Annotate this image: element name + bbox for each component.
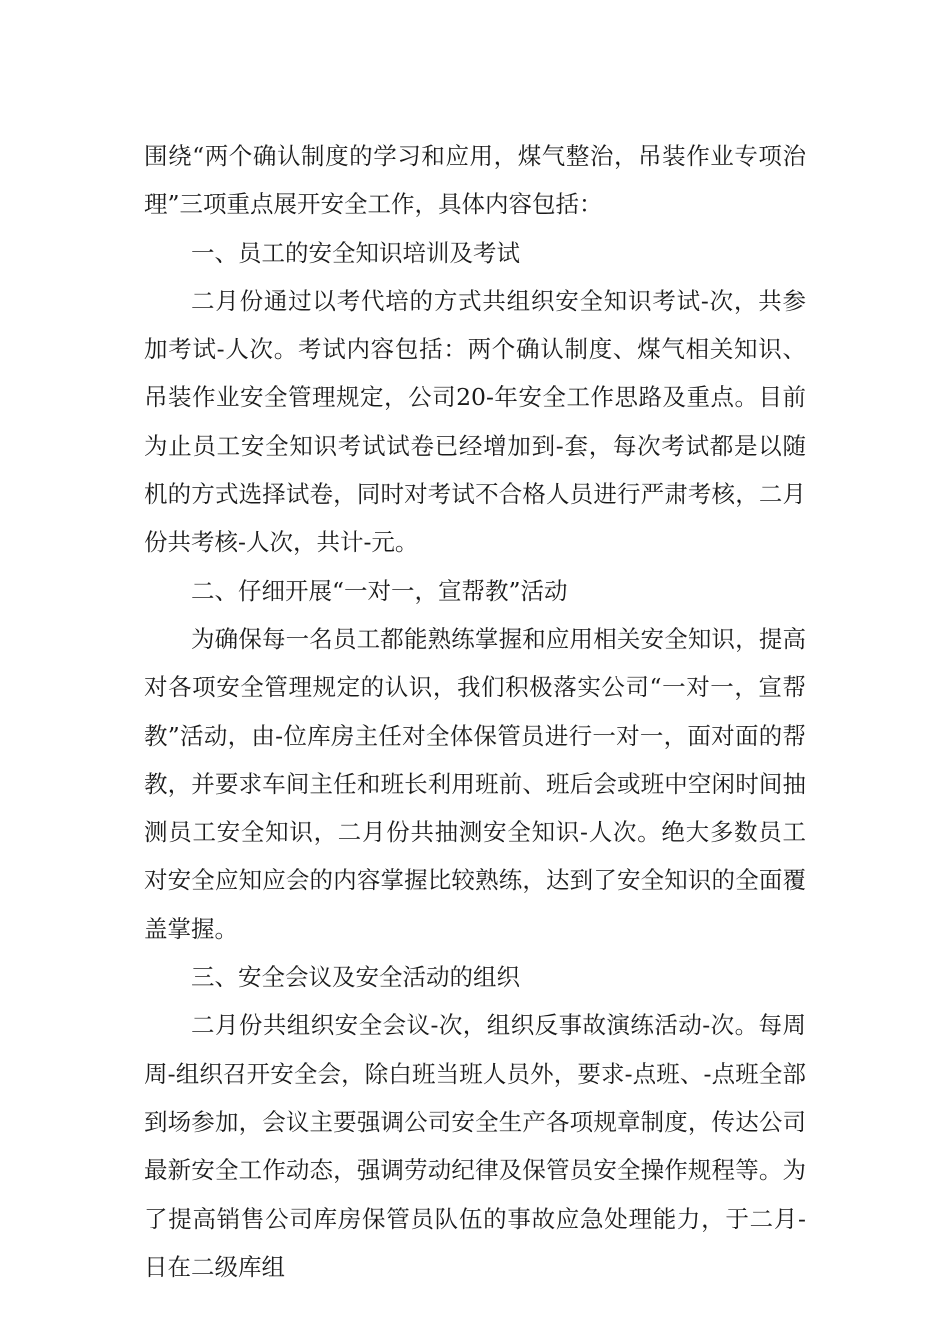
section-heading-2: 二、仔细开展“一对一，宣帮教”活动 <box>191 576 568 605</box>
document-body <box>144 132 806 1291</box>
section-paragraph-3: 二月份共组织安全会议-次，组织反事故演练活动-次。每周周-组织召开安全会，除白班当班人员外，要求-点班、-点班全部到场参加，会议主要强调公司安全生产各项规章制度，传达公司最新安全工作动态，强调劳动纪律及保管员安全操作规程等。为了提高销售公司库房保管员队伍的事故应急处理能力，于二月-日在二级库组 <box>144 1011 806 1281</box>
section-paragraph-1: 二月份通过以考代培的方式共组织安全知识考试-次，共参加考试-人次。考试内容包括：两个确认制度、煤气相关知识、吊装作业安全管理规定，公司20-年安全工作思路及重点。目前为止员工安全知识考试试卷已经增加到-套，每次考试都是以随机的方式选择试卷，同时对考试不合格人员进行严肃考核，二月份共考核-人次，共计-元。 <box>144 286 806 557</box>
section-paragraph-2: 为确保每一名员工都能熟练掌握和应用相关安全知识，提高对各项安全管理规定的认识，我们积极落实公司“一对一，宣帮教”活动，由-位库房主任对全体保管员进行一对一，面对面的帮教，并要求车间主任和班长利用班前、班后会或班中空闲时间抽测员工安全知识，二月份共抽测安全知识-人次。绝大多数员工对安全应知应会的内容掌握比较熟练，达到了安全知识的全面覆盖掌握。 <box>144 624 806 943</box>
section-heading-3: 三、安全会议及安全活动的组织 <box>191 963 520 992</box>
section-heading-1: 一、员工的安全知识培训及考试 <box>191 238 520 267</box>
intro-paragraph: 围绕“两个确认制度的学习和应用，煤气整治，吊装作业专项治理”三项重点展开安全工作，具体内容包括： <box>144 142 806 219</box>
